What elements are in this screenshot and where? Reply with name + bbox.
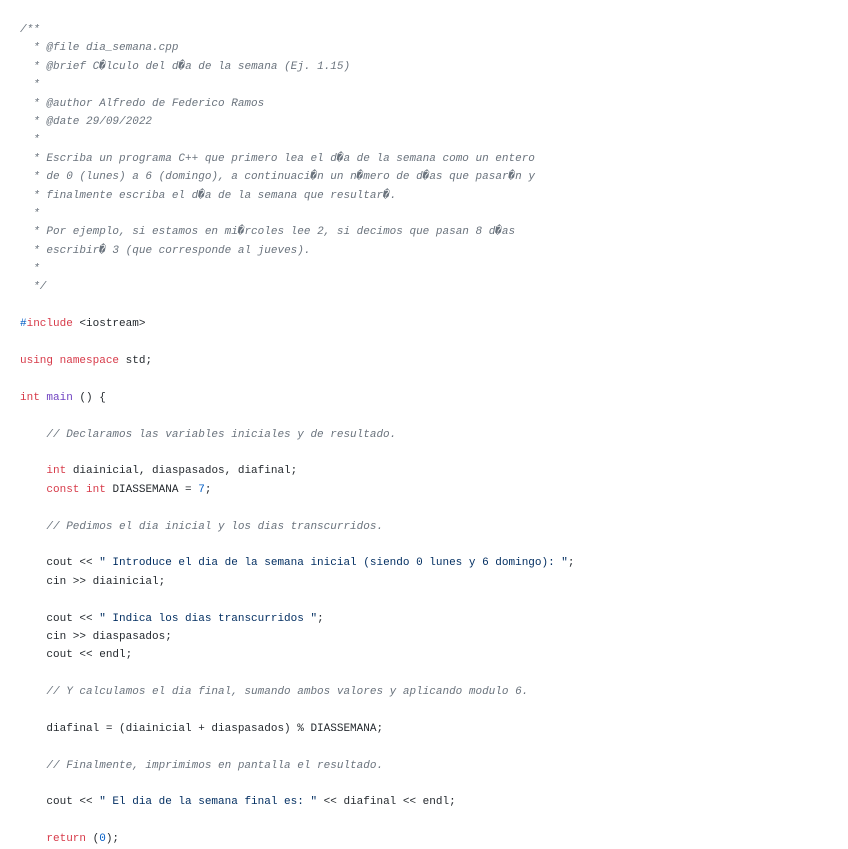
code-token: diafinal = (diainicial + diaspasados) % DIASSEMANA;: [20, 722, 384, 735]
code-token: cout <<: [20, 796, 100, 809]
code-line: [20, 518, 575, 536]
code-token: [20, 465, 46, 477]
code-token: *: [20, 79, 40, 92]
code-token: (: [86, 833, 100, 846]
code-line: [20, 444, 575, 462]
code-line: [20, 646, 575, 664]
code-token: * finalmente escriba el d�a de la semana que resultar�.: [20, 189, 397, 202]
code-line: [20, 260, 575, 278]
code-token: 7: [198, 483, 205, 496]
code-token: include: [26, 318, 73, 331]
code-token: // Finalmente, imprimimos en pantalla el resultado.: [20, 759, 384, 772]
code-line: [20, 481, 575, 499]
code-line: [20, 95, 575, 113]
code-line: [20, 21, 575, 39]
code-line: [20, 665, 575, 683]
code-token: <iostream>: [72, 318, 146, 331]
code-line: [20, 131, 575, 149]
code-line: [20, 352, 575, 370]
code-token: ;: [317, 612, 324, 625]
code-line: [20, 168, 575, 186]
code-token: [20, 484, 46, 496]
code-line: [20, 39, 575, 57]
code-line: [20, 812, 575, 830]
code-token: // Declaramos las variables iniciales y de resultado.: [20, 428, 397, 441]
code-token: const: [46, 483, 80, 496]
code-line: [20, 738, 575, 756]
code-token: " El dia de la semana final es: ": [99, 796, 318, 809]
code-line: [20, 462, 575, 480]
code-token: int: [46, 465, 67, 478]
code-line: [20, 205, 575, 223]
code-token: cin >> diainicial;: [20, 575, 166, 588]
code-line: [20, 793, 575, 811]
code-token: ;: [204, 483, 212, 496]
code-line: [20, 150, 575, 168]
code-line: [20, 775, 575, 793]
code-token: * @file dia_semana.cpp: [20, 42, 179, 55]
code-line: [20, 278, 575, 296]
code-token: using: [20, 355, 54, 368]
code-line: [20, 830, 575, 848]
code-line: [20, 223, 575, 241]
code-token: cin >> diaspasados;: [20, 630, 172, 643]
code-token: " Indica los dias transcurridos ": [99, 612, 318, 625]
code-line: [20, 573, 575, 591]
code-line: [20, 297, 575, 315]
code-line: [20, 591, 575, 609]
code-token: );: [105, 833, 120, 846]
code-line: [20, 757, 575, 775]
code-line: [20, 554, 575, 572]
code-token: << diafinal << endl;: [317, 796, 456, 809]
code-line: [20, 720, 575, 738]
code-line: [20, 58, 575, 76]
code-token: ;: [567, 557, 575, 570]
code-token: * Escriba un programa C++ que primero lea el d�a de la semana como un entero: [20, 152, 535, 165]
code-token: /**: [20, 24, 40, 36]
code-token: #: [20, 318, 27, 331]
code-token: // Pedimos el dia inicial y los dias transcurridos.: [20, 520, 384, 533]
code-line: [20, 370, 575, 388]
code-line: [20, 610, 575, 628]
code-token: * Por ejemplo, si estamos en mi�rcoles lee 2, si decimos que pasan 8 d�as: [20, 226, 516, 239]
code-token: main: [46, 391, 73, 404]
code-line: [20, 76, 575, 94]
code-token: int: [20, 391, 40, 404]
code-token: int: [86, 483, 106, 496]
code-token: * @author Alfredo de Federico Ramos: [20, 97, 265, 110]
code-token: std;: [119, 355, 153, 368]
code-token: cout << endl;: [20, 649, 133, 662]
code-token: [20, 833, 46, 845]
code-line: [20, 701, 575, 719]
code-token: cout <<: [20, 612, 100, 625]
code-token: */: [20, 281, 47, 294]
code-token: * @date 29/09/2022: [20, 115, 153, 128]
code-line: [20, 683, 575, 701]
code-line: [20, 334, 575, 352]
code-line: [20, 187, 575, 205]
code-line: [20, 407, 575, 425]
code-listing: [20, 21, 575, 849]
code-line: [20, 315, 575, 333]
code-line: [20, 113, 575, 131]
code-token: 0: [99, 833, 106, 846]
code-token: diainicial, diaspasados, diafinal;: [66, 465, 298, 478]
code-line: [20, 536, 575, 554]
code-token: *: [20, 134, 40, 147]
code-token: *: [20, 263, 40, 276]
code-token: * de 0 (lunes) a 6 (domingo), a continuaci�n un n�mero de d�as que pasar�n y: [20, 171, 535, 184]
code-token: DIASSEMANA =: [105, 483, 199, 496]
code-token: * escribir� 3 (que corresponde al jueves).: [20, 244, 311, 257]
code-line: [20, 426, 575, 444]
code-token: namespace: [59, 355, 120, 368]
code-token: " Introduce el dia de la semana inicial (siendo 0 lunes y 6 domingo): ": [99, 557, 568, 570]
code-line: [20, 242, 575, 260]
code-token: *: [20, 207, 40, 220]
code-token: return: [46, 833, 87, 846]
code-line: [20, 628, 575, 646]
code-token: * @brief C�lculo del d�a de la semana (Ej. 1.15): [20, 60, 351, 73]
code-line: [20, 389, 575, 407]
code-token: // Y calculamos el dia final, sumando ambos valores y aplicando modulo 6.: [20, 686, 529, 699]
code-line: [20, 499, 575, 517]
code-token: cout <<: [20, 557, 100, 570]
code-token: [53, 355, 60, 367]
code-token: () {: [72, 391, 106, 404]
